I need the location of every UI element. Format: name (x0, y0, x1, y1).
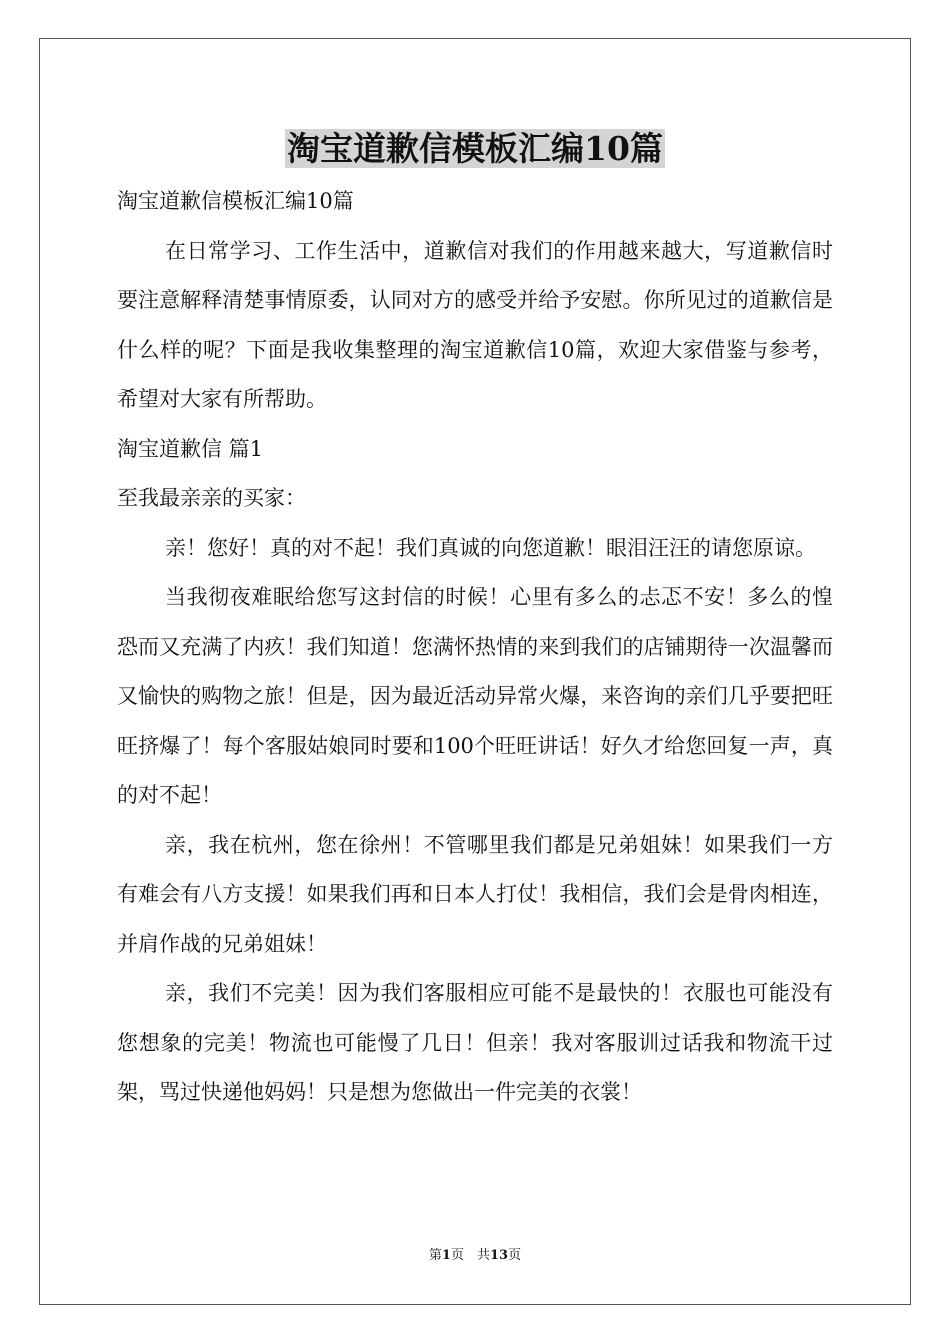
page-prefix: 第 (428, 1248, 442, 1263)
document-title-text: 淘宝道歉信模板汇编10篇 (287, 129, 663, 168)
document-body (117, 177, 833, 1118)
document-title (0, 124, 950, 174)
body-paragraph: 亲！您好！真的对不起！我们真诚的向您道歉！眼泪汪汪的请您原谅。 (165, 535, 816, 560)
salutation-paragraph: 至我最亲亲的买家： (117, 486, 306, 510)
page-footer (0, 1246, 950, 1266)
body-paragraph: 亲，我在杭州，您在徐州！不管哪里我们都是兄弟姐妹！如果我们一方有难会有八方支援！如果我们再和日本人打仗！我相信，我们会是骨肉相连，并肩作战的兄弟姐妹！ (117, 832, 833, 956)
body-paragraph: 当我彻夜难眠给您写这封信的时候！心里有多么的忐忑不安！多么的惶恐而又充满了内疚！我们知道！您满怀热情的来到我们的店铺期待一次温馨而又愉快的购物之旅！但是，因为最近活动异常火爆，来咨询的亲们几乎要把旺旺挤爆了！每个客服姑娘同时要和100个旺旺讲话！好久才给您回复一声，真的对不起！ (117, 585, 833, 807)
page-suffix: 页 (508, 1248, 522, 1263)
intro-paragraph: 在日常学习、工作生活中，道歉信对我们的作用越来越大，写道歉信时要注意解释清楚事情原委，认同对方的感受并给予安慰。你所见过的道歉信是什么样的呢？下面是我收集整理的淘宝道歉信10篇，欢迎大家借鉴与参考，希望对大家有所帮助。 (117, 238, 833, 411)
section-heading: 淘宝道歉信 篇1 (117, 436, 264, 461)
page-mid: 页 共 (450, 1248, 490, 1263)
page-current-number: 1 (441, 1248, 451, 1263)
subtitle-paragraph: 淘宝道歉信模板汇编10篇 (117, 189, 354, 213)
page-total-number: 13 (489, 1248, 509, 1263)
body-paragraph: 亲，我们不完美！因为我们客服相应可能不是最快的！衣服也可能没有您想象的完美！物流也可能慢了几日！但亲！我对客服训过话我和物流干过架，骂过快递他妈妈！只是想为您做出一件完美的衣裳！ (117, 981, 833, 1104)
